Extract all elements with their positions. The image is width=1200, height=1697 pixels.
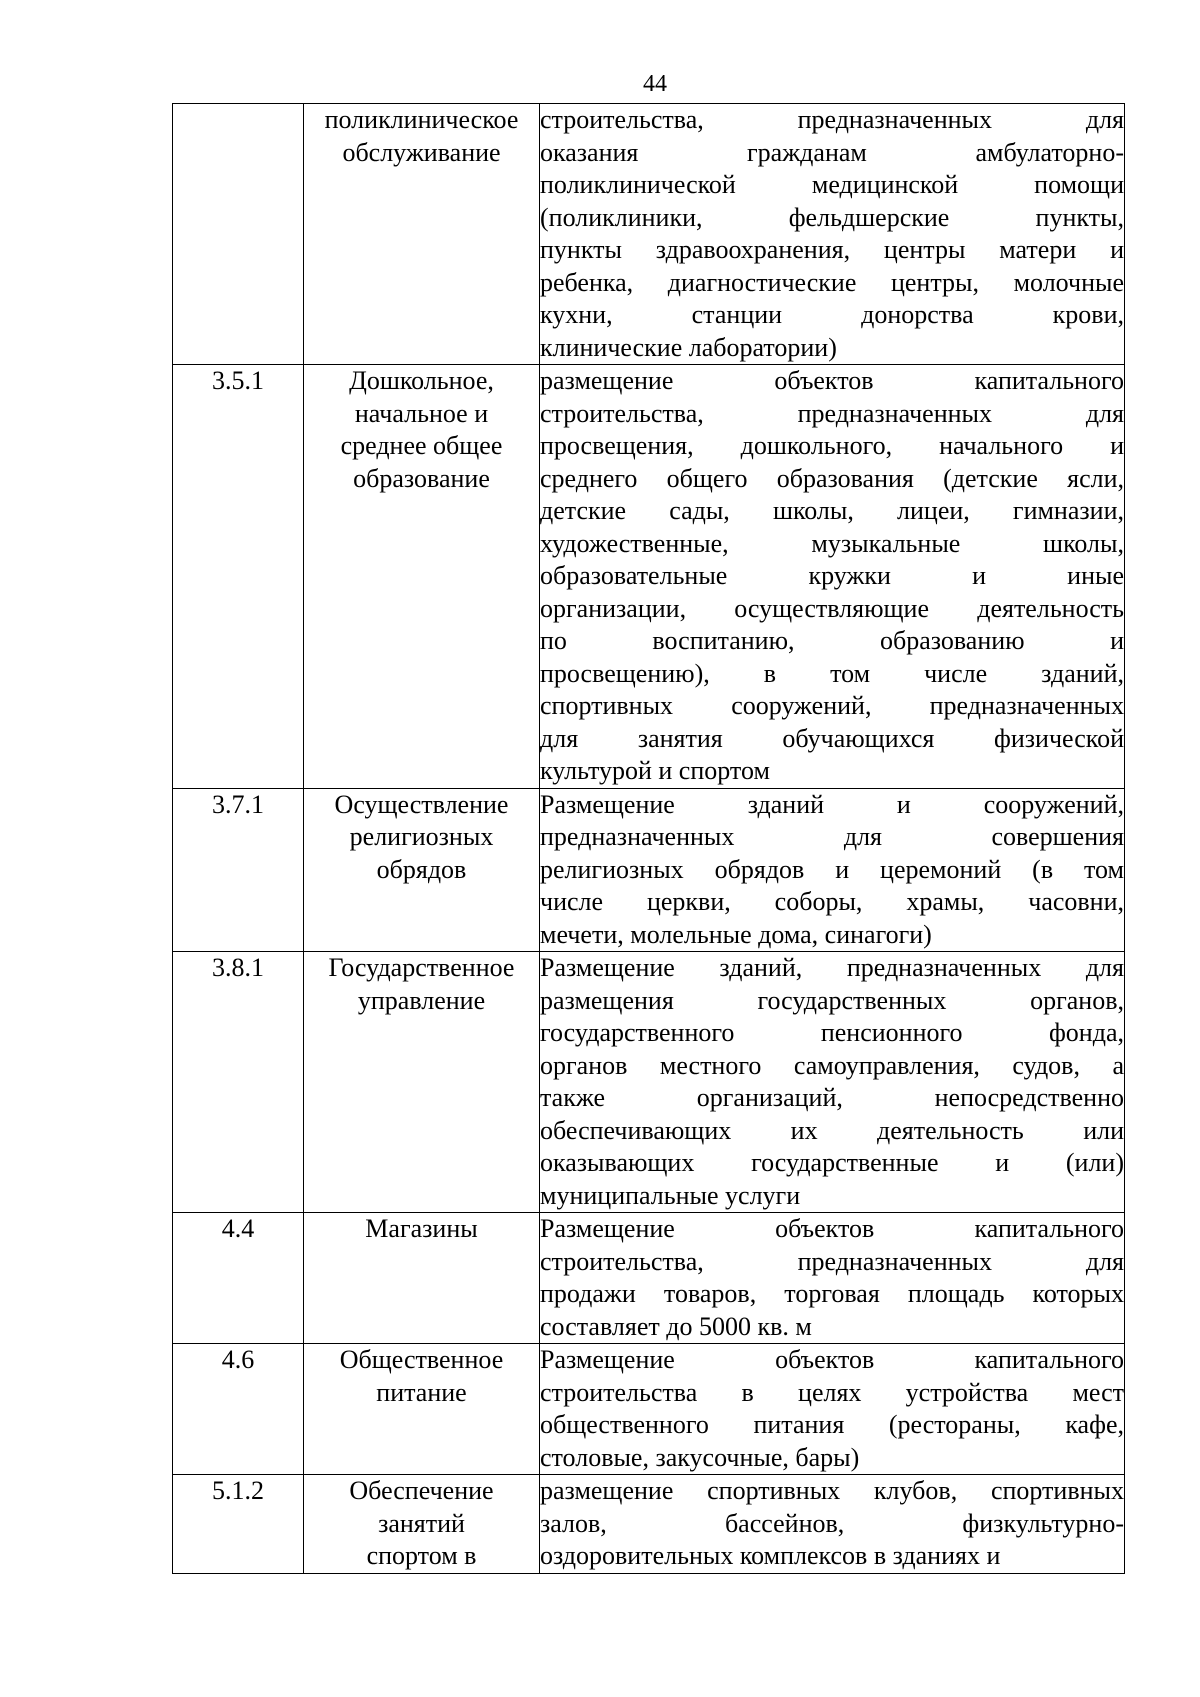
description-line: для занятия обучающихся физической [540, 723, 1124, 753]
description-line: художественные, музыкальные школы, [540, 528, 1124, 558]
name-line: занятий [378, 1508, 465, 1538]
description-line: пункты здравоохранения, центры матери и [540, 235, 1124, 264]
description-line: оздоровительных комплексов в зданиях и [540, 1541, 1001, 1570]
table-row [173, 1213, 1125, 1344]
description-line: предназначенных для совершения [540, 822, 1124, 851]
description-line: размещения государственных органов, [540, 985, 1124, 1015]
code-text: 3.5.1 [212, 366, 264, 395]
description-line: общественного питания (рестораны, кафе, [540, 1410, 1124, 1439]
name-cell [304, 1344, 540, 1475]
description-cell [540, 1344, 1125, 1475]
name-cell [304, 1213, 540, 1344]
name-cell [304, 952, 540, 1213]
code-cell [173, 952, 304, 1213]
code-text: 3.8.1 [212, 953, 264, 982]
description-line: числе церкви, соборы, храмы, часовни, [540, 887, 1124, 916]
description-line: размещение спортивных клубов, спортивных [540, 1476, 1124, 1505]
description-line: оказывающих государственные и (или) [540, 1148, 1124, 1177]
description-line: религиозных обрядов и церемоний (в том [540, 854, 1124, 884]
description-line: поликлинической медицинской помощи [540, 170, 1124, 199]
name-line: Обеспечение [349, 1476, 494, 1505]
description-line: ребенка, диагностические центры, молочные [540, 267, 1124, 297]
description-line: органов местного самоуправления, судов, а [540, 1050, 1124, 1080]
table-row [173, 104, 1125, 365]
description-line: составляет до 5000 кв. м [540, 1311, 812, 1341]
description-line: размещение объектов капитального [540, 366, 1124, 395]
name-cell [304, 788, 540, 952]
description-line: по воспитанию, образованию и [540, 626, 1124, 655]
description-cell [540, 788, 1125, 952]
table-row [173, 952, 1125, 1213]
description-line: Размещение зданий, предназначенных для [540, 953, 1124, 982]
name-line: обслуживание [342, 137, 501, 167]
code-text: 5.1.2 [212, 1476, 264, 1505]
description-line: государственного пенсионного фонда, [540, 1018, 1124, 1047]
description-line: столовые, закусочные, бары) [540, 1442, 860, 1472]
code-cell [173, 1213, 304, 1344]
name-line: спортом в [366, 1541, 477, 1570]
description-line: также организаций, непосредственно [540, 1083, 1124, 1112]
description-line: Размещение объектов капитального [540, 1214, 1124, 1243]
table-row [173, 1475, 1125, 1574]
page-number: 44 [643, 71, 667, 97]
description-line: строительства, предназначенных для [540, 398, 1124, 428]
name-line: Магазины [365, 1214, 478, 1243]
description-cell [540, 1213, 1125, 1344]
description-line: (поликлиники, фельдшерские пункты, [540, 202, 1124, 232]
name-line: религиозных [349, 822, 494, 851]
code-text: 3.7.1 [212, 789, 264, 819]
description-line: Размещение объектов капитального [540, 1345, 1124, 1374]
description-line: организации, осуществляющие деятельность [540, 593, 1124, 623]
description-cell [540, 952, 1125, 1213]
description-cell [540, 1475, 1125, 1574]
name-cell [304, 365, 540, 789]
description-line: мечети, молельные дома, синагоги) [540, 919, 932, 949]
name-cell [304, 1475, 540, 1574]
description-line: детские сады, школы, лицеи, гимназии, [540, 496, 1124, 525]
code-cell [173, 788, 304, 952]
description-cell [540, 365, 1125, 789]
code-text: 4.6 [221, 1345, 255, 1374]
table-row [173, 788, 1125, 952]
code-cell [173, 1344, 304, 1475]
description-cell [540, 104, 1125, 365]
description-line: спортивных сооружений, предназначенных [540, 691, 1124, 720]
description-line: просвещения, дошкольного, начального и [540, 431, 1124, 460]
table-row [173, 1344, 1125, 1475]
name-line: среднее общее [340, 431, 503, 460]
description-line: просвещению), в том числе зданий, [540, 658, 1124, 688]
name-line: поликлиническое [324, 105, 519, 134]
description-line: клинические лаборатории) [540, 332, 837, 362]
name-line: обрядов [376, 854, 467, 884]
description-line: культурой и спортом [540, 756, 770, 785]
land-use-table [172, 103, 1125, 1574]
name-line: образование [353, 463, 490, 493]
name-line: питание [376, 1377, 467, 1407]
name-line: Государственное [328, 953, 515, 982]
description-line: муниципальные услуги [540, 1180, 801, 1210]
code-text: 4.4 [221, 1214, 255, 1243]
code-text [173, 104, 303, 137]
name-line: Общественное [339, 1345, 504, 1374]
description-line: оказания гражданам амбулаторно- [540, 137, 1124, 167]
name-cell [304, 104, 540, 365]
name-line: Осуществление [334, 789, 509, 819]
description-line: продажи товаров, торговая площадь которых [540, 1279, 1124, 1308]
name-line: Дошкольное, [349, 366, 494, 395]
code-cell [173, 365, 304, 789]
description-line: обеспечивающих их деятельность или [540, 1115, 1124, 1145]
description-line: залов, бассейнов, физкультурно- [540, 1508, 1124, 1538]
name-line: управление [357, 985, 486, 1015]
table-row [173, 365, 1125, 789]
description-line: строительства, предназначенных для [540, 105, 1124, 134]
description-line: строительства, предназначенных для [540, 1246, 1124, 1276]
description-line: образовательные кружки и иные [540, 561, 1124, 590]
description-line: кухни, станции донорства крови, [540, 300, 1124, 329]
description-line: Размещение зданий и сооружений, [540, 789, 1124, 819]
table-body [173, 104, 1125, 1574]
description-line: среднего общего образования (детские ясли, [540, 463, 1124, 493]
code-cell [173, 104, 304, 365]
code-cell [173, 1475, 304, 1574]
description-line: строительства в целях устройства мест [540, 1377, 1124, 1407]
name-line: начальное и [354, 398, 489, 428]
